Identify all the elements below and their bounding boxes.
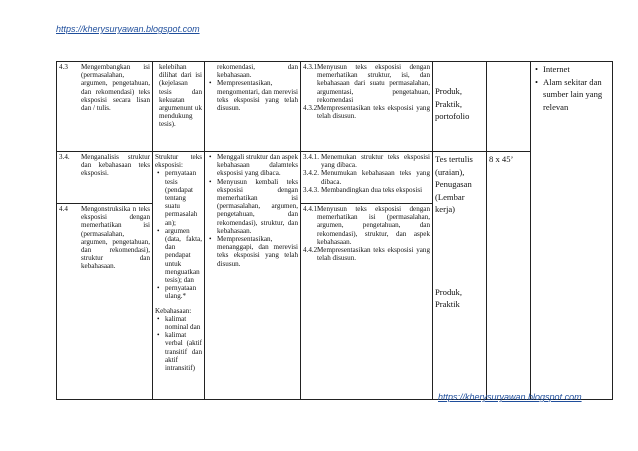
penilaian-text: Produk, Praktik [435, 286, 462, 309]
alokasi-waktu-cell [487, 152, 531, 400]
indikator-cell-4-4 [301, 204, 433, 400]
list-item: • kalimat nominal dan [155, 315, 202, 331]
list-item: • Internet [533, 63, 610, 76]
table-row-kd-3-4 [57, 152, 613, 204]
indicator-text: Menemukan struktur teks eksposisi yang dibaca. [321, 153, 430, 170]
indicator-item [303, 169, 430, 185]
header-url-link[interactable]: https://kherysuryawan.blogspot.com [56, 24, 200, 34]
materi-cell-main [153, 152, 205, 400]
alokasi-waktu-text: 8 x 45’ [489, 154, 514, 164]
penilaian-cell-top [433, 62, 487, 152]
struktur-list [155, 169, 202, 300]
indicator-text: Menyusun teks eksposisi dengan memerhatikan isi (permasalahan, argumen, pengetahuan, dan rekomendasi), struktur, dan aspek kebahasaan. [317, 205, 430, 246]
list-item: • Alam sekitar dan sumber lain yang relevan [533, 76, 610, 114]
kegiatan-list [207, 153, 298, 268]
kegiatan-list-top [207, 79, 298, 112]
alokasi-cell-top [487, 62, 531, 152]
indicator-text: Menyusun teks eksposisi dengan memerhatikan struktur, isi, dan kebahasaan dari suatu permasalahan, argumentasi, pengetahuan, rekomendasi [317, 63, 430, 104]
indicator-item [303, 63, 430, 104]
syllabus-table [56, 61, 613, 400]
sumber-belajar-cell [531, 62, 613, 400]
kegiatan-continuation: rekomendasi, dan kebahasaan. [217, 63, 298, 80]
indikator-cell-4-3 [301, 62, 433, 152]
list-item: • Mempresentasikan, mengomentari, dan merevisi teks eksposisi yang telah disusun. [207, 79, 298, 112]
indicator-text: Mempresentasikan teks eksposisi yang telah disusun. [317, 246, 430, 263]
sumber-belajar-list [533, 63, 610, 113]
materi-continuation: kelebihan dilihat dari isi (kejelasan tesis dan kekuatan argumenunt uk mendukung tesis). [159, 63, 202, 129]
indicator-number: 3.4.3. [303, 185, 319, 194]
penilaian-text: Produk, Praktik, portofolio [435, 86, 470, 121]
kd-text: Mengonstruksika n teks eksposisi dengan memerhatikan isi (permasalahan, argumen, pengetahuan, dan rekomendasi), struktur dan kebahasaan. [81, 205, 150, 271]
materi-cell-top [153, 62, 205, 152]
kegiatan-cell-top [205, 62, 301, 152]
indicator-number: 4.3.2 [303, 104, 318, 113]
kd-number: 3.4. [59, 153, 70, 161]
indicator-number: 4.3.1 [303, 63, 318, 71]
list-item: • pernyataan tesis (pendapat tentang suatu permasalah an); [155, 169, 202, 226]
indicator-item [303, 205, 430, 246]
penilaian-text: Tes tertulis (uraian), Penugasan (Lembar kerja) [435, 154, 473, 214]
indikator-cell-3-4 [301, 152, 433, 204]
kd-text: Mengembangkan isi (permasalahan, argumen, pengetahuan, dan rekomendasi) teks eksposisi secara lisan dan / tulis. [81, 63, 150, 113]
kd-number: 4.4 [59, 205, 68, 213]
list-item: • kalimat verbal (aktif transitif dan aktif intransitif) [155, 331, 202, 372]
indicator-text: Membandingkan dua teks eksposisi [321, 185, 423, 194]
kd-cell-3-4 [57, 152, 153, 204]
kd-text: Menganalisis struktur dan kebahasaan teks eksposisi. [81, 153, 150, 178]
indicator-item [303, 104, 430, 120]
indicator-item [303, 186, 430, 194]
kebahasaan-heading: Kebahasaan: [155, 306, 192, 315]
list-item: • Menyusun kembali teks eksposisi dengan memerhatikan isi (permasalahan, argumen, pengetahuan, dan rekomendasi), struktur, dan kebahasaan. [207, 178, 298, 235]
kd-cell-4-4 [57, 204, 153, 400]
indicator-number: 4.4.2 [303, 246, 318, 255]
list-item: • Menggali struktur dan aspek kebahasaan dalamteks eksposisi yang dibaca. [207, 153, 298, 178]
kegiatan-cell-main [205, 152, 301, 400]
kd-number: 4.3 [59, 63, 68, 71]
list-item: • Mempresentasikan, menanggapi, dan merevisi teks eksposisi yang telah disusun. [207, 235, 298, 268]
list-item: • pernyataan ulang.* [155, 284, 202, 300]
list-item: • argumen (data, fakta, dan pendapat untuk menguatkan tesis); dan [155, 227, 202, 284]
footer-url-link[interactable]: https://kherysuryawan.blogspot.com [438, 392, 582, 402]
materi-heading: Struktur teks eksposisi: [155, 153, 202, 170]
kebahasaan-list [155, 315, 202, 372]
indicator-item [303, 246, 430, 262]
indicator-item [303, 153, 430, 169]
indicator-text: Mempresentasikan teks eksposisi yang telah disusun. [317, 104, 430, 121]
penilaian-cell-main [433, 152, 487, 400]
indicator-number: 4.4.1 [303, 205, 318, 213]
indicator-number: 3.4.2. [303, 169, 319, 178]
table-row-kd-4-3 [57, 62, 613, 152]
indicator-number: 3.4.1. [303, 153, 319, 161]
indicator-text: Menumukan kebahasaan teks yang dibaca. [321, 169, 430, 186]
kd-cell-4-3 [57, 62, 153, 152]
